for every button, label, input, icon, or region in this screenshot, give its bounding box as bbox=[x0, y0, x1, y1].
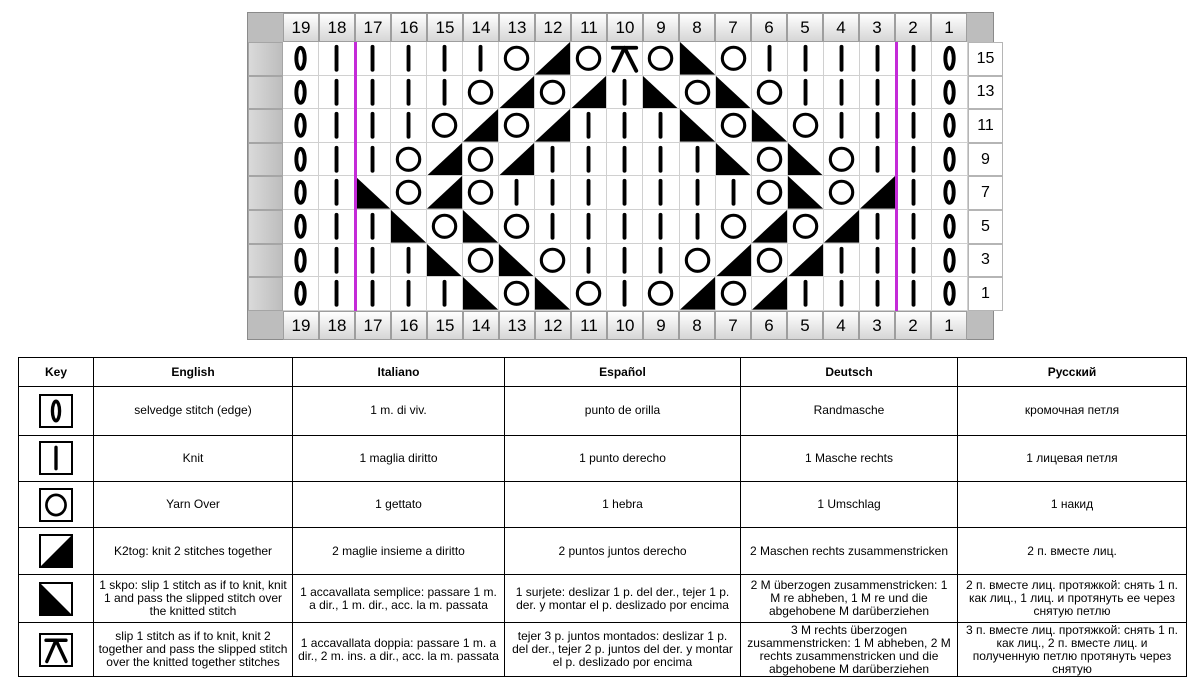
selvedge-stitch-symbol bbox=[283, 210, 319, 244]
key-symbol-cell bbox=[19, 574, 94, 623]
knit-stitch-symbol bbox=[571, 109, 607, 143]
key-english-cell: K2tog: knit 2 stitches together bbox=[94, 528, 293, 574]
yarn-over-symbol bbox=[463, 176, 499, 210]
knit-stitch-symbol bbox=[607, 244, 643, 278]
left-margin-cell bbox=[248, 76, 283, 110]
left-margin-cell bbox=[248, 210, 283, 244]
stitch-key-table bbox=[18, 357, 1187, 677]
key-english-cell: Yarn Over bbox=[94, 481, 293, 527]
column-number: 10 bbox=[607, 311, 643, 340]
knit-stitch-symbol bbox=[319, 42, 355, 76]
key-row bbox=[19, 528, 1187, 574]
key-russian-cell: 2 п. вместе лиц. протяжкой: снять 1 п. как лиц., 1 лиц. и протянуть ее через снятую петлю bbox=[958, 574, 1187, 623]
selvedge-stitch-symbol bbox=[932, 277, 968, 311]
column-number: 7 bbox=[715, 311, 751, 340]
left-margin-cell bbox=[248, 277, 283, 311]
header-english: English bbox=[94, 358, 293, 387]
knit-stitch-symbol bbox=[535, 143, 571, 177]
column-number: 11 bbox=[571, 13, 607, 42]
knit-stitch-symbol bbox=[463, 42, 499, 76]
key-symbol-cell bbox=[19, 528, 94, 574]
k2tog-symbol bbox=[716, 244, 752, 278]
knit-stitch-symbol bbox=[607, 210, 643, 244]
selvedge-stitch-symbol bbox=[932, 210, 968, 244]
knit-stitch-symbol bbox=[860, 277, 896, 311]
key-english-cell: 1 skpo: slip 1 stitch as if to knit, knit 1 and pass the slipped stitch over the knitted stitch bbox=[94, 574, 293, 623]
skpo-symbol bbox=[716, 76, 752, 110]
knit-stitch-symbol bbox=[355, 109, 391, 143]
knit-stitch-symbol bbox=[896, 143, 932, 177]
key-symbol-cell bbox=[19, 623, 94, 677]
yarn-over-symbol bbox=[824, 176, 860, 210]
key-row bbox=[19, 387, 1187, 436]
column-number: 17 bbox=[355, 311, 391, 340]
knit-stitch-symbol bbox=[535, 176, 571, 210]
yarn-over-symbol bbox=[499, 210, 535, 244]
header-key: Key bbox=[19, 358, 94, 387]
k2tog-symbol bbox=[427, 176, 463, 210]
yarn-over-symbol bbox=[680, 244, 716, 278]
skpo-symbol bbox=[680, 42, 716, 76]
knit-stitch-symbol bbox=[896, 76, 932, 110]
row-number: 13 bbox=[968, 76, 1003, 110]
left-margin-cell bbox=[248, 42, 283, 76]
column-number: 15 bbox=[427, 13, 463, 42]
knit-stitch-symbol bbox=[643, 210, 679, 244]
skpo-symbol bbox=[535, 277, 571, 311]
key-italiano-cell: 1 accavallata doppia: passare 1 m. a dir., 2 m. ins. a dir., acc. la m. passata bbox=[293, 623, 505, 677]
yarn-over-symbol bbox=[752, 143, 788, 177]
knit-stitch-symbol bbox=[860, 210, 896, 244]
skpo-symbol bbox=[752, 109, 788, 143]
selvedge-stitch-symbol bbox=[932, 76, 968, 110]
knit-stitch-symbol bbox=[499, 176, 535, 210]
key-deutsch-cell: 1 Umschlag bbox=[741, 481, 958, 527]
k2tog-symbol bbox=[427, 143, 463, 177]
skpo-symbol bbox=[499, 244, 535, 278]
row-number: 7 bbox=[968, 176, 1003, 210]
knit-stitch-symbol bbox=[391, 244, 427, 278]
header-deutsch: Deutsch bbox=[741, 358, 958, 387]
yarn-over-symbol bbox=[788, 210, 824, 244]
knit-stitch-symbol bbox=[355, 244, 391, 278]
k2tog-symbol bbox=[824, 210, 860, 244]
knit-stitch-symbol bbox=[427, 42, 463, 76]
knit-stitch-symbol bbox=[607, 176, 643, 210]
skpo-symbol bbox=[788, 143, 824, 177]
knit-stitch-symbol bbox=[319, 143, 355, 177]
pattern-boundary-left bbox=[354, 42, 357, 311]
knit-stitch-symbol bbox=[680, 176, 716, 210]
knit-stitch-symbol bbox=[788, 76, 824, 110]
selvedge-stitch-symbol bbox=[283, 143, 319, 177]
key-english-cell: selvedge stitch (edge) bbox=[94, 387, 293, 436]
knit-stitch-symbol bbox=[607, 76, 643, 110]
knit-stitch-symbol bbox=[860, 109, 896, 143]
row-number: 1 bbox=[968, 277, 1003, 311]
knit-stitch-symbol bbox=[643, 244, 679, 278]
yarn-over-symbol bbox=[680, 76, 716, 110]
knit-stitch-symbol bbox=[824, 109, 860, 143]
key-deutsch-cell: 2 M überzogen zusammenstricken: 1 M re abheben, 1 M re und die abgehobene M darüberziehen bbox=[741, 574, 958, 623]
knit-stitch-symbol bbox=[896, 277, 932, 311]
selvedge-stitch-symbol bbox=[932, 176, 968, 210]
knit-stitch-symbol bbox=[319, 277, 355, 311]
column-number: 13 bbox=[499, 311, 535, 340]
yarn-over-symbol bbox=[391, 143, 427, 177]
skpo-symbol bbox=[427, 244, 463, 278]
k2tog-symbol bbox=[535, 109, 571, 143]
knit-stitch-symbol bbox=[427, 76, 463, 110]
k2tog-symbol bbox=[463, 109, 499, 143]
yarn-over-symbol bbox=[752, 176, 788, 210]
column-number: 4 bbox=[823, 13, 859, 42]
yarn-over-symbol bbox=[463, 143, 499, 177]
knit-stitch-symbol bbox=[680, 143, 716, 177]
knit-stitch-symbol bbox=[680, 210, 716, 244]
knit-stitch-symbol bbox=[391, 109, 427, 143]
k2tog-symbol bbox=[680, 277, 716, 311]
column-number: 18 bbox=[319, 13, 355, 42]
knit-stitch-symbol bbox=[427, 277, 463, 311]
key-italiano-cell: 1 m. di viv. bbox=[293, 387, 505, 436]
column-number: 5 bbox=[787, 13, 823, 42]
header-italiano: Italiano bbox=[293, 358, 505, 387]
knit-stitch-symbol bbox=[896, 244, 932, 278]
key-espanol-cell: tejer 3 p. juntos montados: deslizar 1 p. del der., tejer 2 p. juntos del der. y montar el p. deslizado por encima bbox=[505, 623, 741, 677]
knit-stitch-symbol bbox=[355, 277, 391, 311]
selvedge-stitch-symbol bbox=[932, 143, 968, 177]
k2tog-symbol bbox=[499, 143, 535, 177]
knit-stitch-symbol bbox=[643, 143, 679, 177]
column-number: 19 bbox=[283, 311, 319, 340]
key-symbol-cell bbox=[19, 387, 94, 436]
yarn-over-symbol bbox=[716, 109, 752, 143]
key-russian-cell: 3 п. вместе лиц. протяжкой: снять 1 п. как лиц., 2 п. вместе лиц. и полученную петлю протянуть через снятую bbox=[958, 623, 1187, 677]
key-deutsch-cell: 3 M rechts überzogen zusammenstricken: 1 M abheben, 2 M rechts zusammenstricken und die abgehobene M darüberziehen bbox=[741, 623, 958, 677]
column-number: 16 bbox=[391, 311, 427, 340]
skpo-symbol bbox=[355, 176, 391, 210]
key-espanol-cell: 1 hebra bbox=[505, 481, 741, 527]
column-number: 12 bbox=[535, 311, 571, 340]
key-italiano-cell: 2 maglie insieme a diritto bbox=[293, 528, 505, 574]
knitting-chart bbox=[247, 12, 994, 340]
column-numbers-bottom bbox=[283, 311, 968, 340]
yarn-over-symbol bbox=[427, 210, 463, 244]
knit-stitch-symbol bbox=[896, 210, 932, 244]
key-header-row bbox=[19, 358, 1187, 387]
knit-stitch-symbol bbox=[355, 210, 391, 244]
knit-stitch-symbol bbox=[607, 109, 643, 143]
yarn-over-symbol bbox=[463, 244, 499, 278]
yarn-over-symbol bbox=[752, 76, 788, 110]
key-espanol-cell: 1 punto derecho bbox=[505, 435, 741, 481]
row-number: 5 bbox=[968, 210, 1003, 244]
knit-stitch-symbol bbox=[824, 244, 860, 278]
k2tog-symbol bbox=[499, 76, 535, 110]
row-number: 11 bbox=[968, 109, 1003, 143]
yarn-over-symbol bbox=[427, 109, 463, 143]
knit-stitch-symbol bbox=[607, 277, 643, 311]
key-symbol-cell bbox=[19, 481, 94, 527]
key-row bbox=[19, 623, 1187, 677]
knit-stitch-symbol bbox=[643, 176, 679, 210]
yarn-over-symbol bbox=[716, 42, 752, 76]
knit-stitch-symbol bbox=[860, 76, 896, 110]
column-number: 3 bbox=[859, 311, 895, 340]
k2tog-symbol bbox=[860, 176, 896, 210]
knit-stitch-symbol bbox=[824, 76, 860, 110]
knit-stitch-symbol bbox=[860, 143, 896, 177]
header-russian: Русский bbox=[958, 358, 1187, 387]
column-number: 1 bbox=[931, 13, 967, 42]
knit-stitch-symbol bbox=[571, 143, 607, 177]
column-number: 14 bbox=[463, 311, 499, 340]
column-numbers-top bbox=[283, 13, 968, 42]
k2tog-symbol bbox=[535, 42, 571, 76]
column-number: 7 bbox=[715, 13, 751, 42]
knit-stitch-symbol bbox=[391, 277, 427, 311]
column-number: 3 bbox=[859, 13, 895, 42]
knit-stitch-symbol bbox=[355, 76, 391, 110]
knit-stitch-symbol bbox=[571, 244, 607, 278]
key-deutsch-cell: Randmasche bbox=[741, 387, 958, 436]
yarn-over-symbol bbox=[463, 76, 499, 110]
skpo-symbol bbox=[463, 210, 499, 244]
column-number: 18 bbox=[319, 311, 355, 340]
knit-stitch-symbol bbox=[535, 210, 571, 244]
left-margin-cell bbox=[248, 244, 283, 278]
yarn-over-symbol bbox=[571, 42, 607, 76]
yarn-over-symbol bbox=[788, 109, 824, 143]
knit-stitch-symbol bbox=[643, 109, 679, 143]
yarn-over-icon bbox=[39, 488, 73, 522]
yarn-over-symbol bbox=[391, 176, 427, 210]
selvedge-stitch-symbol bbox=[283, 244, 319, 278]
yarn-over-symbol bbox=[571, 277, 607, 311]
key-italiano-cell: 1 accavallata semplice: passare 1 m. a dir., 1 m. dir., acc. la m. passata bbox=[293, 574, 505, 623]
key-russian-cell: 2 п. вместе лиц. bbox=[958, 528, 1187, 574]
row-numbers-right bbox=[968, 42, 1003, 311]
left-margin-column bbox=[248, 42, 283, 311]
column-number: 4 bbox=[823, 311, 859, 340]
header-espanol: Español bbox=[505, 358, 741, 387]
knit-stitch-symbol bbox=[319, 76, 355, 110]
knit-stitch-symbol bbox=[788, 277, 824, 311]
key-espanol-cell: 1 surjete: deslizar 1 p. del der., tejer 1 p. der. y montar el p. deslizado por encima bbox=[505, 574, 741, 623]
key-russian-cell: 1 накид bbox=[958, 481, 1187, 527]
skpo-icon bbox=[39, 582, 73, 616]
selvedge-stitch-symbol bbox=[283, 277, 319, 311]
selvedge-stitch-symbol bbox=[932, 244, 968, 278]
k2tog-symbol bbox=[788, 244, 824, 278]
column-number: 9 bbox=[643, 13, 679, 42]
yarn-over-symbol bbox=[535, 76, 571, 110]
knit-stitch-symbol bbox=[355, 143, 391, 177]
selvedge-stitch-symbol bbox=[932, 42, 968, 76]
double-decrease-symbol bbox=[607, 42, 643, 76]
knit-stitch-symbol bbox=[824, 277, 860, 311]
yarn-over-symbol bbox=[824, 143, 860, 177]
knit-stitch-symbol bbox=[896, 109, 932, 143]
key-row bbox=[19, 435, 1187, 481]
key-russian-cell: 1 лицевая петля bbox=[958, 435, 1187, 481]
column-number: 15 bbox=[427, 311, 463, 340]
selvedge-stitch-symbol bbox=[283, 76, 319, 110]
skpo-symbol bbox=[463, 277, 499, 311]
pattern-boundary-right bbox=[895, 42, 898, 311]
yarn-over-symbol bbox=[499, 42, 535, 76]
skpo-symbol bbox=[391, 210, 427, 244]
key-row bbox=[19, 574, 1187, 623]
yarn-over-symbol bbox=[499, 277, 535, 311]
column-number: 14 bbox=[463, 13, 499, 42]
knit-icon bbox=[39, 441, 73, 475]
knit-stitch-symbol bbox=[571, 176, 607, 210]
yarn-over-symbol bbox=[716, 210, 752, 244]
key-row bbox=[19, 481, 1187, 527]
key-symbol-cell bbox=[19, 435, 94, 481]
knit-stitch-symbol bbox=[319, 244, 355, 278]
left-margin-cell bbox=[248, 109, 283, 143]
knit-stitch-symbol bbox=[571, 210, 607, 244]
key-espanol-cell: punto de orilla bbox=[505, 387, 741, 436]
column-number: 17 bbox=[355, 13, 391, 42]
selvedge-stitch-symbol bbox=[283, 42, 319, 76]
knit-stitch-symbol bbox=[788, 42, 824, 76]
column-number: 9 bbox=[643, 311, 679, 340]
knit-stitch-symbol bbox=[716, 176, 752, 210]
yarn-over-symbol bbox=[752, 244, 788, 278]
knit-stitch-symbol bbox=[607, 143, 643, 177]
knit-stitch-symbol bbox=[391, 76, 427, 110]
yarn-over-symbol bbox=[499, 109, 535, 143]
knit-stitch-symbol bbox=[896, 176, 932, 210]
yarn-over-symbol bbox=[535, 244, 571, 278]
key-italiano-cell: 1 maglia diritto bbox=[293, 435, 505, 481]
knit-stitch-symbol bbox=[319, 176, 355, 210]
knit-stitch-symbol bbox=[319, 210, 355, 244]
column-number: 1 bbox=[931, 311, 967, 340]
key-italiano-cell: 1 gettato bbox=[293, 481, 505, 527]
stitch-grid bbox=[283, 42, 968, 311]
left-margin-cell bbox=[248, 143, 283, 177]
column-number: 19 bbox=[283, 13, 319, 42]
k2tog-icon bbox=[39, 534, 73, 568]
row-number: 15 bbox=[968, 42, 1003, 76]
selvedge-stitch-symbol bbox=[283, 109, 319, 143]
skpo-symbol bbox=[643, 76, 679, 110]
knit-stitch-symbol bbox=[860, 42, 896, 76]
left-margin-cell bbox=[248, 176, 283, 210]
key-espanol-cell: 2 puntos juntos derecho bbox=[505, 528, 741, 574]
key-english-cell: Knit bbox=[94, 435, 293, 481]
knit-stitch-symbol bbox=[319, 109, 355, 143]
key-deutsch-cell: 2 Maschen rechts zusammenstricken bbox=[741, 528, 958, 574]
selvedge-icon bbox=[39, 394, 73, 428]
knit-stitch-symbol bbox=[752, 42, 788, 76]
knit-stitch-symbol bbox=[860, 244, 896, 278]
column-number: 6 bbox=[751, 311, 787, 340]
skpo-symbol bbox=[680, 109, 716, 143]
key-russian-cell: кромочная петля bbox=[958, 387, 1187, 436]
skpo-symbol bbox=[788, 176, 824, 210]
yarn-over-symbol bbox=[643, 42, 679, 76]
column-number: 2 bbox=[895, 311, 931, 340]
skpo-symbol bbox=[716, 143, 752, 177]
row-number: 3 bbox=[968, 244, 1003, 278]
column-number: 10 bbox=[607, 13, 643, 42]
k2tog-symbol bbox=[571, 76, 607, 110]
column-number: 13 bbox=[499, 13, 535, 42]
column-number: 2 bbox=[895, 13, 931, 42]
column-number: 16 bbox=[391, 13, 427, 42]
knit-stitch-symbol bbox=[391, 42, 427, 76]
key-deutsch-cell: 1 Masche rechts bbox=[741, 435, 958, 481]
row-number: 9 bbox=[968, 143, 1003, 177]
column-number: 12 bbox=[535, 13, 571, 42]
knit-stitch-symbol bbox=[355, 42, 391, 76]
k2tog-symbol bbox=[752, 277, 788, 311]
selvedge-stitch-symbol bbox=[932, 109, 968, 143]
column-number: 8 bbox=[679, 13, 715, 42]
double-decrease-icon bbox=[39, 633, 73, 667]
column-number: 5 bbox=[787, 311, 823, 340]
yarn-over-symbol bbox=[716, 277, 752, 311]
k2tog-symbol bbox=[752, 210, 788, 244]
column-number: 6 bbox=[751, 13, 787, 42]
yarn-over-symbol bbox=[643, 277, 679, 311]
knit-stitch-symbol bbox=[896, 42, 932, 76]
selvedge-stitch-symbol bbox=[283, 176, 319, 210]
knit-stitch-symbol bbox=[824, 42, 860, 76]
key-english-cell: slip 1 stitch as if to knit, knit 2 together and pass the slipped stitch over the knitted together stitches bbox=[94, 623, 293, 677]
column-number: 8 bbox=[679, 311, 715, 340]
column-number: 11 bbox=[571, 311, 607, 340]
